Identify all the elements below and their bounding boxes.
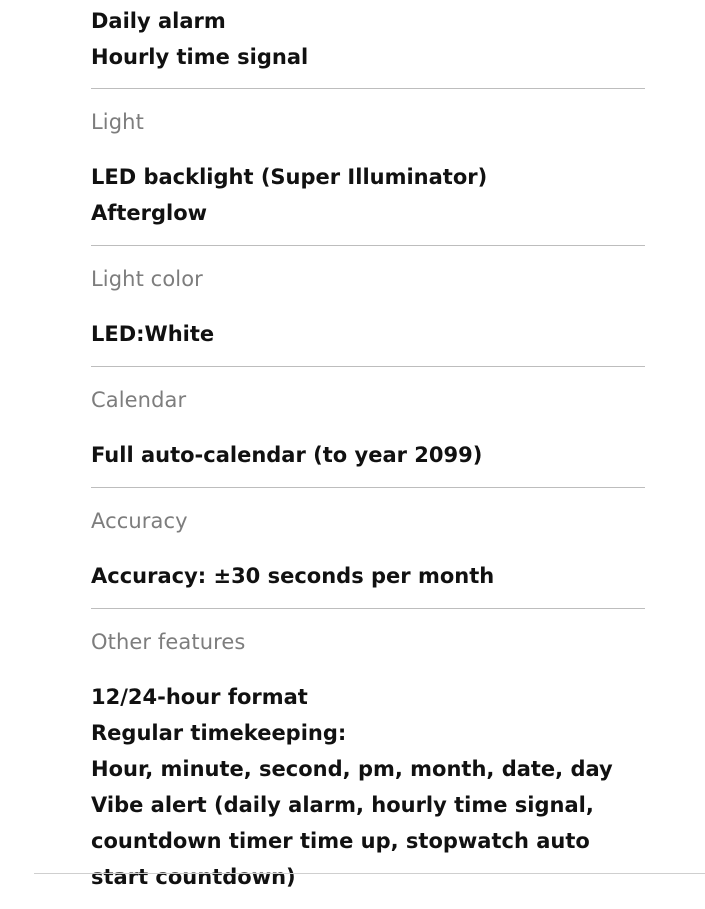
spec-label: Other features — [91, 630, 246, 654]
spec-value: Accuracy: ±30 seconds per month — [91, 564, 495, 588]
spec-list — [91, 0, 645, 909]
spec-value: Afterglow — [91, 201, 208, 225]
spec-values — [91, 679, 645, 909]
spec-section-accuracy — [91, 488, 645, 609]
spec-value: 12/24-hour format — [91, 685, 308, 709]
spec-section-light — [91, 89, 645, 246]
spec-section-light-color — [91, 246, 645, 367]
spec-label: Calendar — [91, 388, 187, 412]
spec-value: Vibe alert (daily alarm, hourly time signal, countdown timer time up, stopwatch auto start countdown) — [91, 793, 594, 889]
spec-value: Daily alarm — [91, 9, 226, 33]
spec-value: Hour, minute, second, pm, month, date, day — [91, 757, 613, 781]
spec-value: Hourly time signal — [91, 45, 309, 69]
spec-values — [91, 3, 645, 75]
spec-value: LED backlight (Super Illuminator) — [91, 165, 488, 189]
spec-label: Light color — [91, 267, 203, 291]
spec-label: Light — [91, 110, 144, 134]
spec-section-calendar — [91, 367, 645, 488]
spec-values — [91, 316, 645, 366]
spec-value: Full auto-calendar (to year 2099) — [91, 443, 483, 467]
spec-values — [91, 558, 645, 608]
spec-section-other-features — [91, 609, 645, 909]
spec-label: Accuracy — [91, 509, 188, 533]
spec-values — [91, 159, 645, 245]
spec-values — [91, 437, 645, 487]
spec-section-alarm — [91, 0, 645, 89]
spec-value: LED:White — [91, 322, 215, 346]
spec-value: Regular timekeeping: — [91, 721, 347, 745]
bottom-divider — [34, 873, 705, 874]
